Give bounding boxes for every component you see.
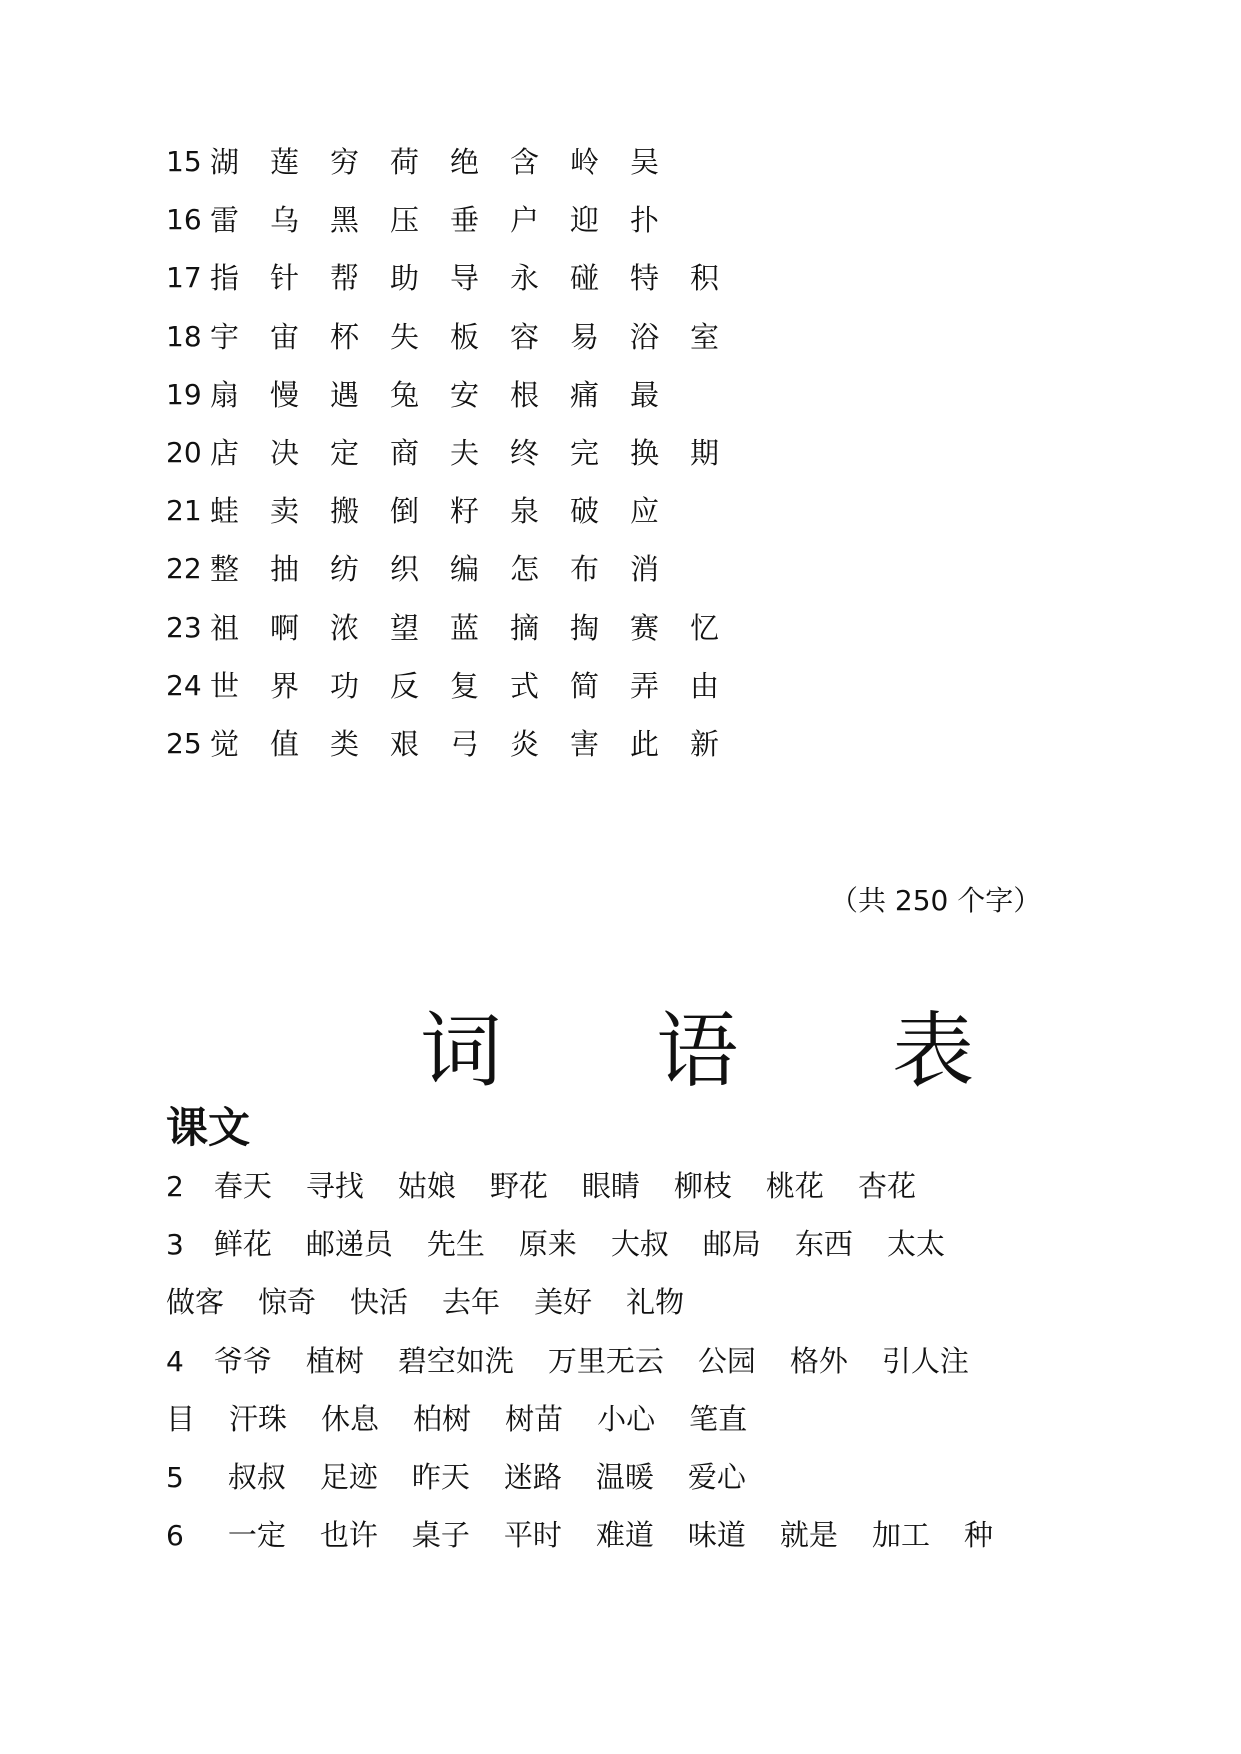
- character: 反: [390, 668, 420, 703]
- vocabulary-word: 美好: [534, 1285, 593, 1320]
- word-line: [166, 1449, 746, 1505]
- character: 摘: [510, 610, 540, 645]
- character: 由: [690, 668, 720, 703]
- vocabulary-word: 也许: [319, 1518, 378, 1553]
- word-line: [166, 1391, 747, 1447]
- character: 碰: [570, 261, 600, 296]
- lesson-number: 4: [166, 1344, 184, 1378]
- word-line: [166, 1333, 969, 1389]
- character: 换: [630, 436, 660, 470]
- character: 蛙: [210, 494, 240, 529]
- character: 易: [570, 319, 600, 354]
- character: 遇: [330, 377, 360, 412]
- vocabulary-word: 桌子: [411, 1518, 470, 1553]
- vocabulary-word: 碧空如洗: [397, 1343, 514, 1378]
- character: 乌: [270, 203, 300, 238]
- character: 导: [450, 261, 480, 296]
- vocabulary-word: 格外: [789, 1343, 848, 1378]
- vocabulary-word: 柏树: [413, 1401, 472, 1436]
- vocabulary-word: 迷路: [503, 1460, 562, 1494]
- character: 祖: [210, 610, 240, 645]
- character: 压: [390, 203, 420, 238]
- vocabulary-word: 姑娘: [397, 1169, 456, 1203]
- vocabulary-word: 万里无云: [547, 1343, 664, 1378]
- vocabulary-word: 目: [166, 1401, 196, 1436]
- vocabulary-word: 爷爷: [213, 1343, 272, 1378]
- character: 弄: [630, 668, 660, 703]
- character: 助: [390, 261, 420, 296]
- character: 根: [510, 377, 540, 412]
- lesson-number: 2: [166, 1170, 184, 1203]
- character: 期: [690, 436, 720, 470]
- character: 痛: [570, 377, 600, 412]
- vocabulary-word: 笔直: [689, 1401, 748, 1436]
- character: 特: [630, 261, 660, 296]
- vocabulary-word: 昨天: [411, 1460, 470, 1494]
- character: 类: [330, 727, 360, 761]
- character: 夫: [450, 436, 480, 470]
- character: 扑: [630, 203, 660, 238]
- total-close: 个字）: [948, 884, 1042, 917]
- character: 抽: [270, 552, 300, 587]
- vocabulary-word: 寻找: [305, 1169, 364, 1203]
- vocabulary-word: 野花: [489, 1169, 548, 1203]
- character: 定: [330, 436, 360, 470]
- word-line: [166, 1216, 945, 1272]
- vocabulary-word: 柳枝: [673, 1169, 732, 1203]
- character: 整: [210, 552, 240, 587]
- character: 世: [210, 668, 240, 703]
- vocabulary-word: 树苗: [505, 1401, 564, 1436]
- character: 倒: [390, 494, 420, 529]
- character: 害: [570, 727, 600, 761]
- vocabulary-word: 鲜花: [213, 1227, 272, 1262]
- character: 针: [270, 261, 300, 296]
- lesson-number: 3: [166, 1228, 184, 1262]
- section-title: 课文: [166, 1103, 251, 1152]
- character: 籽: [450, 494, 480, 529]
- vocabulary-word: 一定: [227, 1518, 286, 1553]
- lesson-number: 19: [166, 377, 202, 411]
- character: 绝: [450, 145, 480, 179]
- character: 卖: [270, 494, 300, 529]
- character: 掏: [570, 610, 600, 645]
- word-line: [166, 1507, 993, 1563]
- vocabulary-word: 加工: [871, 1518, 930, 1553]
- vocabulary-word: 惊奇: [258, 1285, 317, 1320]
- character: 莲: [270, 145, 300, 179]
- character: 迎: [570, 203, 600, 238]
- vocabulary-word: 杏花: [857, 1169, 916, 1203]
- character: 觉: [210, 727, 240, 761]
- character: 扇: [210, 377, 240, 412]
- lesson-number: 5: [166, 1461, 184, 1494]
- character: 商: [390, 436, 420, 470]
- character: 怎: [510, 552, 540, 587]
- character: 功: [330, 668, 360, 703]
- character: 界: [270, 668, 300, 703]
- character: 含: [510, 145, 540, 179]
- total-open: （共: [830, 884, 895, 917]
- lesson-number: 18: [166, 319, 202, 353]
- character: 宙: [270, 319, 300, 354]
- character: 兔: [390, 377, 420, 412]
- lesson-number: 23: [166, 610, 202, 644]
- character: 值: [270, 727, 300, 761]
- character: 终: [510, 436, 540, 470]
- word-line: [166, 1274, 684, 1330]
- character: 板: [450, 319, 480, 354]
- character: 室: [690, 319, 720, 354]
- character: 户: [510, 203, 540, 238]
- character: 啊: [270, 610, 300, 645]
- character: 织: [390, 552, 420, 587]
- vocabulary-word: 原来: [518, 1227, 577, 1262]
- character: 积: [690, 261, 720, 296]
- vocabulary-word: 种: [963, 1518, 993, 1553]
- vocabulary-word: 大叔: [610, 1227, 669, 1262]
- vocabulary-word: 邮局: [702, 1227, 761, 1262]
- vocabulary-word: 味道: [687, 1518, 746, 1553]
- total-count: 250: [894, 884, 949, 917]
- vocabulary-word: 难道: [595, 1518, 654, 1553]
- character: 安: [450, 377, 480, 412]
- character: 纺: [330, 552, 360, 587]
- character: 店: [210, 436, 240, 470]
- lesson-number: 25: [166, 727, 202, 760]
- character: 岭: [570, 145, 600, 179]
- character: 消: [630, 552, 660, 587]
- character: 永: [510, 261, 540, 296]
- character: 蓝: [450, 610, 480, 645]
- vocabulary-word: 公园: [697, 1343, 756, 1378]
- vocabulary-word: 太太: [886, 1227, 945, 1262]
- vocabulary-word: 温暖: [595, 1460, 654, 1494]
- vocabulary-word: 植树: [305, 1343, 364, 1378]
- character: 吴: [630, 145, 660, 179]
- character: 应: [630, 494, 660, 529]
- character: 布: [570, 552, 600, 587]
- vocabulary-word: 就是: [779, 1518, 838, 1553]
- vocabulary-word: 平时: [503, 1518, 562, 1553]
- vocabulary-word: 东西: [794, 1227, 853, 1262]
- character: 指: [210, 261, 240, 296]
- vocabulary-word: 小心: [597, 1401, 656, 1436]
- character: 杯: [330, 319, 360, 354]
- vocabulary-word: 礼物: [626, 1285, 685, 1320]
- character: 垂: [450, 203, 480, 238]
- lesson-number: 20: [166, 436, 202, 469]
- character: 式: [510, 668, 540, 703]
- character: 简: [570, 668, 600, 703]
- lesson-number: 15: [166, 145, 202, 178]
- vocabulary-word: 邮递员: [305, 1227, 393, 1262]
- lesson-number: 24: [166, 668, 202, 702]
- vocabulary-word: 引人注: [881, 1343, 969, 1378]
- character: 黑: [330, 203, 360, 238]
- character: 浴: [630, 319, 660, 354]
- vocabulary-word: 先生: [426, 1227, 485, 1262]
- character: 新: [690, 727, 720, 761]
- character: 此: [630, 727, 660, 761]
- lesson-number: 22: [166, 552, 202, 586]
- vocabulary-word: 做客: [166, 1285, 225, 1320]
- character: 弓: [450, 727, 480, 761]
- character: 编: [450, 552, 480, 587]
- character-total: [830, 876, 1041, 926]
- character: 忆: [690, 610, 720, 645]
- vocabulary-word: 眼睛: [581, 1169, 640, 1203]
- character: 艰: [390, 727, 420, 761]
- word-table-title: 词 语 表: [420, 1004, 1039, 1099]
- character: 望: [390, 610, 420, 645]
- vocabulary-word: 汗珠: [229, 1401, 288, 1436]
- character: 浓: [330, 610, 360, 645]
- vocabulary-word: 休息: [321, 1401, 380, 1436]
- character: 破: [570, 494, 600, 529]
- vocabulary-word: 爱心: [687, 1460, 746, 1494]
- character: 帮: [330, 261, 360, 296]
- character: 容: [510, 319, 540, 354]
- character: 完: [570, 436, 600, 470]
- vocabulary-word: 桃花: [765, 1169, 824, 1203]
- character: 搬: [330, 494, 360, 529]
- lesson-number: 16: [166, 203, 202, 237]
- lesson-number: 21: [166, 494, 202, 528]
- vocabulary-word: 快活: [350, 1285, 409, 1320]
- character: 穷: [330, 145, 360, 179]
- character: 赛: [630, 610, 660, 645]
- character: 复: [450, 668, 480, 703]
- character: 决: [270, 436, 300, 470]
- character: 最: [630, 377, 660, 412]
- word-line: [166, 1158, 916, 1214]
- character: 荷: [390, 145, 420, 179]
- vocabulary-word: 春天: [213, 1169, 272, 1203]
- lesson-number: 17: [166, 261, 202, 295]
- vocabulary-word: 足迹: [319, 1460, 378, 1494]
- character: 失: [390, 319, 420, 354]
- lesson-number: 6: [166, 1519, 184, 1553]
- vocabulary-word: 去年: [442, 1285, 501, 1320]
- character: 炎: [510, 727, 540, 761]
- vocabulary-word: 叔叔: [227, 1460, 286, 1494]
- character: 湖: [210, 145, 240, 179]
- character: 雷: [210, 203, 240, 238]
- character: 慢: [270, 377, 300, 412]
- character: 泉: [510, 494, 540, 529]
- character: 宇: [210, 319, 240, 354]
